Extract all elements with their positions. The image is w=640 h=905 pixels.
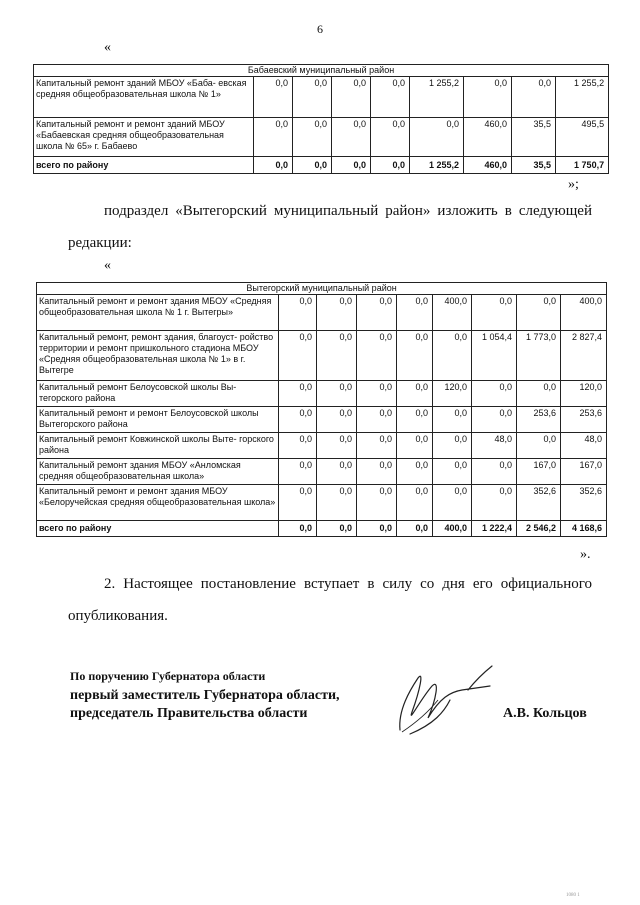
cell: 35,5 [512, 157, 556, 174]
cell: 1 750,7 [556, 157, 609, 174]
cell: 0,0 [357, 295, 397, 331]
cell: 0,0 [279, 331, 317, 381]
table-row [37, 381, 607, 407]
cell: 400,0 [433, 521, 472, 537]
cell: 0,0 [317, 407, 357, 433]
row-name: Капитальный ремонт и ремонт зданий МБОУ «Бабаевская средняя общеобразовательная школа № 65» г. Бабаево [34, 118, 254, 157]
cell: 0,0 [371, 118, 410, 157]
row-name: Капитальный ремонт, ремонт здания, благоуст- ройство территории и ремонт пришкольного стадиона МБОУ «Средняя общеобразовательная школа № 1» в г. Вытегре [37, 331, 279, 381]
cell: 400,0 [561, 295, 607, 331]
row-name: Капитальный ремонт зданий МБОУ «Баба- евская средняя общеобразовательная школа № 1» [34, 77, 254, 118]
cell: 253,6 [517, 407, 561, 433]
paragraph-effective: 2. Настоящее постановление вступает в силу со дня его официального опубликования. [68, 576, 592, 624]
quote-close-2: ». [580, 547, 591, 562]
cell: 0,0 [397, 381, 433, 407]
table-row [37, 485, 607, 521]
cell: 0,0 [517, 433, 561, 459]
table-row [34, 118, 609, 157]
total-label: всего по району [37, 521, 279, 537]
table-row [37, 433, 607, 459]
row-name: Капитальный ремонт здания МБОУ «Анломская средняя общеобразовательная школа» [37, 459, 279, 485]
cell: 0,0 [279, 381, 317, 407]
cell: 1 255,2 [410, 77, 464, 118]
cell: 0,0 [317, 381, 357, 407]
cell: 0,0 [517, 381, 561, 407]
footer-mark: 1080 1 [566, 893, 580, 898]
cell: 0,0 [332, 118, 371, 157]
cell: 0,0 [279, 295, 317, 331]
cell: 0,0 [357, 407, 397, 433]
cell: 0,0 [472, 381, 517, 407]
cell: 0,0 [293, 118, 332, 157]
row-name: Капитальный ремонт Белоусовской школы Вы- тегорского района [37, 381, 279, 407]
cell: 0,0 [317, 521, 357, 537]
table-vytegorsky [36, 282, 607, 537]
table-total-row [37, 521, 607, 537]
table-header: Вытегорский муниципальный район [37, 283, 607, 295]
table-babaevsky [33, 64, 609, 174]
cell: 0,0 [397, 485, 433, 521]
cell: 4 168,6 [561, 521, 607, 537]
signature-line-3: председатель Правительства области [70, 706, 308, 721]
table-row [37, 331, 607, 381]
cell: 0,0 [317, 433, 357, 459]
cell: 120,0 [433, 381, 472, 407]
cell: 0,0 [317, 295, 357, 331]
table-header: Бабаевский муниципальный район [34, 65, 609, 77]
cell: 0,0 [357, 459, 397, 485]
cell: 1 255,2 [410, 157, 464, 174]
row-name: Капитальный ремонт и ремонт здания МБОУ «Белоручейская средняя общеобразовательная школа» [37, 485, 279, 521]
cell: 0,0 [410, 118, 464, 157]
cell: 0,0 [357, 381, 397, 407]
cell: 0,0 [332, 157, 371, 174]
cell: 167,0 [561, 459, 607, 485]
cell: 48,0 [472, 433, 517, 459]
cell: 0,0 [279, 459, 317, 485]
cell: 0,0 [357, 485, 397, 521]
cell: 0,0 [464, 77, 512, 118]
cell: 1 255,2 [556, 77, 609, 118]
table-row [37, 295, 607, 331]
cell: 0,0 [293, 157, 332, 174]
cell: 0,0 [317, 485, 357, 521]
cell: 0,0 [433, 485, 472, 521]
cell: 2 827,4 [561, 331, 607, 381]
cell: 460,0 [464, 118, 512, 157]
row-name: Капитальный ремонт Ковжинской школы Выте- горского района [37, 433, 279, 459]
cell: 460,0 [464, 157, 512, 174]
cell: 0,0 [254, 157, 293, 174]
cell: 253,6 [561, 407, 607, 433]
cell: 0,0 [254, 118, 293, 157]
row-name: Капитальный ремонт и ремонт Белоусовской школы Вытегорского района [37, 407, 279, 433]
cell: 0,0 [472, 295, 517, 331]
table-total-row [34, 157, 609, 174]
cell: 352,6 [561, 485, 607, 521]
cell: 0,0 [433, 331, 472, 381]
cell: 0,0 [433, 433, 472, 459]
cell: 0,0 [279, 485, 317, 521]
cell: 120,0 [561, 381, 607, 407]
row-name: Капитальный ремонт и ремонт здания МБОУ «Средняя общеобразовательная школа № 1 г. Вытегры» [37, 295, 279, 331]
cell: 0,0 [357, 331, 397, 381]
table-row [34, 77, 609, 118]
cell: 0,0 [433, 459, 472, 485]
page-number: 6 [317, 22, 323, 36]
cell: 0,0 [317, 331, 357, 381]
cell: 495,5 [556, 118, 609, 157]
cell: 35,5 [512, 118, 556, 157]
cell: 0,0 [279, 433, 317, 459]
cell: 0,0 [517, 295, 561, 331]
cell: 0,0 [472, 407, 517, 433]
cell: 0,0 [472, 485, 517, 521]
cell: 0,0 [254, 77, 293, 118]
cell: 0,0 [397, 459, 433, 485]
table-row [37, 407, 607, 433]
cell: 352,6 [517, 485, 561, 521]
cell: 400,0 [433, 295, 472, 331]
cell: 1 222,4 [472, 521, 517, 537]
cell: 2 546,2 [517, 521, 561, 537]
cell: 0,0 [371, 157, 410, 174]
cell: 1 773,0 [517, 331, 561, 381]
quote-open: « [104, 40, 111, 55]
cell: 0,0 [472, 459, 517, 485]
paragraph-vytegorsky: подраздел «Вытегорский муниципальный район» изложить в следующей редакции: [68, 203, 592, 251]
cell: 0,0 [371, 77, 410, 118]
cell: 0,0 [433, 407, 472, 433]
signature-line-2: первый заместитель Губернатора области, [70, 688, 340, 703]
cell: 0,0 [279, 407, 317, 433]
table-row [37, 459, 607, 485]
cell: 1 054,4 [472, 331, 517, 381]
quote-close: »; [568, 177, 579, 192]
signature-line-1: По поручению Губернатора области [70, 669, 266, 683]
signatory-name: А.В. Кольцов [503, 706, 587, 721]
total-label: всего по району [34, 157, 254, 174]
cell: 0,0 [397, 295, 433, 331]
cell: 0,0 [293, 77, 332, 118]
quote-open-2: « [104, 258, 111, 273]
handwritten-signature [380, 660, 505, 740]
cell: 0,0 [317, 459, 357, 485]
cell: 48,0 [561, 433, 607, 459]
cell: 0,0 [357, 433, 397, 459]
cell: 0,0 [357, 521, 397, 537]
cell: 0,0 [397, 521, 433, 537]
cell: 0,0 [397, 433, 433, 459]
cell: 167,0 [517, 459, 561, 485]
cell: 0,0 [332, 77, 371, 118]
cell: 0,0 [397, 407, 433, 433]
cell: 0,0 [512, 77, 556, 118]
cell: 0,0 [397, 331, 433, 381]
cell: 0,0 [279, 521, 317, 537]
